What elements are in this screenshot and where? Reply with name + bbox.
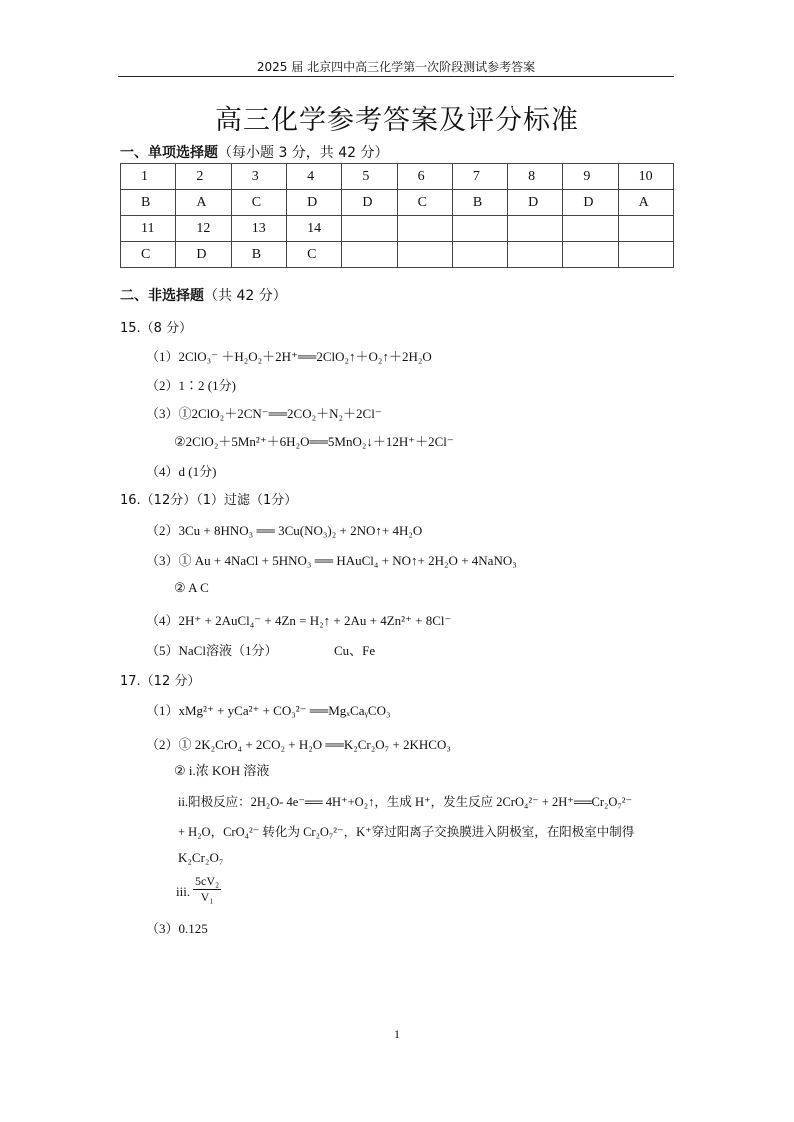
- q16-answer-3b: ② A C: [174, 580, 209, 595]
- section-2-note: （共 42 分）: [204, 288, 287, 304]
- page-header: 2025 届 北京四中高三化学第一次阶段测试参考答案: [256, 60, 536, 74]
- table-cell: [452, 216, 507, 242]
- table-cell: [397, 242, 452, 268]
- table-cell: 6: [397, 164, 452, 190]
- table-cell: [342, 216, 397, 242]
- table-cell: D: [287, 190, 342, 216]
- q17-answer-1: （1）xMg²⁺ + yCa²⁺ + CO₃²⁻ ══MgₓCaᵧCO₃: [146, 703, 391, 718]
- table-cell: D: [342, 190, 397, 216]
- q17-answer-2-2ii-line2: + H₂O，CrO₄²⁻ 转化为 Cr₂O₇²⁻，K⁺穿过阳离子交换膜进入阴极室，在阳极室中制得: [178, 825, 635, 839]
- table-cell: [563, 242, 618, 268]
- table-cell: 4: [287, 164, 342, 190]
- section-2-title: 二、非选择题: [120, 288, 204, 304]
- section-1-title: 一、单项选择题: [120, 145, 218, 161]
- table-cell: [452, 242, 507, 268]
- q15-answer-2: （2）1∶2 (1分): [146, 378, 236, 393]
- table-cell: [618, 242, 673, 268]
- table-cell: 8: [508, 164, 563, 190]
- table-cell: [618, 216, 673, 242]
- table-cell: 12: [176, 216, 231, 242]
- q16-answer-2: （2）3Cu + 8HNO₃ ══ 3Cu(NO₃)₂ + 2NO↑+ 4H₂O: [146, 523, 423, 538]
- table-cell: 11: [121, 216, 176, 242]
- table-cell: [342, 242, 397, 268]
- table-cell: [508, 216, 563, 242]
- q16-answer-5b: Cu、Fe: [334, 643, 376, 658]
- header-rule: [118, 76, 674, 77]
- table-cell: B: [452, 190, 507, 216]
- table-cell: D: [508, 190, 563, 216]
- q15-answer-4: （4）d (1分): [146, 464, 217, 479]
- table-cell: 7: [452, 164, 507, 190]
- table-cell: 9: [563, 164, 618, 190]
- table-cell: 3: [231, 164, 286, 190]
- q15-answer-1: （1）2ClO₃⁻ ＋H₂O₂＋2H⁺══2ClO₂↑＋O₂↑＋2H₂O: [146, 349, 432, 364]
- table-cell: [508, 242, 563, 268]
- table-cell: C: [121, 242, 176, 268]
- q17-answer-2-2i: ② i.浓 KOH 溶液: [174, 763, 270, 778]
- q15-answer-3b: ②2ClO₂＋5Mn²⁺＋6H₂O══5MnO₂↓＋12H⁺＋2Cl⁻: [174, 434, 454, 449]
- section-1-note: （每小题 3 分，共 42 分）: [218, 145, 389, 161]
- table-cell: 10: [618, 164, 673, 190]
- table-cell: B: [121, 190, 176, 216]
- page-number: 1: [394, 1027, 400, 1041]
- q17-answer-3: （3）0.125: [146, 921, 208, 936]
- answer-table: [120, 163, 674, 268]
- table-cell: 1: [121, 164, 176, 190]
- table-row: [121, 164, 674, 190]
- q16-heading: 16.（12分）（1）过滤（1分）: [120, 493, 298, 508]
- page-title: 高三化学参考答案及评分标准: [215, 105, 579, 136]
- table-row: [121, 216, 674, 242]
- q16-answer-4: （4）2H⁺ + 2AuCl₄⁻ + 4Zn = H₂↑ + 2Au + 4Zn²⁺ + 8Cl⁻: [146, 613, 452, 628]
- table-cell: 5: [342, 164, 397, 190]
- table-row: [121, 242, 674, 268]
- q17-fraction: [193, 874, 221, 905]
- table-cell: A: [618, 190, 673, 216]
- q17-answer-2-1: （2）① 2K₂CrO₄ + 2CO₂ + H₂O ══K₂Cr₂O₇ + 2KHCO₃: [146, 737, 451, 752]
- q17-heading: 17.（12 分）: [120, 674, 201, 689]
- q17-answer-2-2ii-line3: K₂Cr₂O₇: [178, 850, 224, 865]
- section-1-heading: [120, 142, 389, 162]
- table-cell: [397, 216, 452, 242]
- table-cell: A: [176, 190, 231, 216]
- fraction-numerator: 5cV₂: [195, 874, 220, 888]
- table-cell: D: [176, 242, 231, 268]
- table-cell: 2: [176, 164, 231, 190]
- table-cell: 13: [231, 216, 286, 242]
- table-row: [121, 190, 674, 216]
- q16-answer-5a: （5）NaCl溶液（1分）: [146, 643, 278, 658]
- fraction-denominator: V₁: [200, 890, 214, 904]
- section-2-heading: [120, 285, 287, 305]
- q15-heading: 15.（8 分）: [120, 321, 193, 336]
- table-cell: D: [563, 190, 618, 216]
- table-cell: B: [231, 242, 286, 268]
- table-cell: C: [397, 190, 452, 216]
- table-cell: C: [231, 190, 286, 216]
- q16-answer-3a: （3）① Au + 4NaCl + 5HNO₃ ══ HAuCl₄ + NO↑+ 2H₂O + 4NaNO₃: [146, 553, 517, 568]
- table-cell: [563, 216, 618, 242]
- q17-answer-2-2ii-line1: ii.阳极反应：2H₂O- 4e⁻══ 4H⁺+O₂↑，生成 H⁺，发生反应 2CrO₄²⁻ + 2H⁺══Cr₂O₇²⁻: [178, 795, 633, 809]
- table-cell: C: [287, 242, 342, 268]
- q15-answer-3a: （3）①2ClO₂＋2CN⁻══2CO₂＋N₂＋2Cl⁻: [146, 406, 382, 421]
- table-cell: 14: [287, 216, 342, 242]
- q17-answer-2-2iii-prefix: iii.: [176, 884, 191, 899]
